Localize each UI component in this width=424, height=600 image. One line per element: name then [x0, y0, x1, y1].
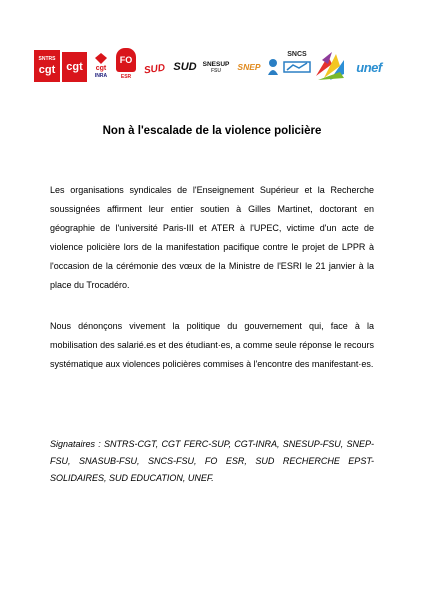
page-title: Non à l'escalade de la violence policière [102, 125, 322, 137]
paragraph-denunciation: Nous dénonçons vivement la politique du gouvernement qui, face à la mobilisation des salarié.es et des étudiant·es, a comme seule réponse le recours systématique aux violences policières commises à l'encontre des manifestant·es. [50, 321, 374, 369]
snesup-logo-text: SNESUP [202, 60, 230, 68]
sud-logo-text: SUD [143, 62, 167, 76]
sncs-logo-text: SNCS [287, 51, 307, 58]
cgt-logo-text: cgt [95, 65, 107, 72]
sncs-emblem-icon [283, 60, 311, 74]
unef-logo-text: unef [356, 59, 382, 75]
cgt-inra-emblem-icon [93, 52, 109, 65]
fsu-emblem-logo [314, 50, 346, 82]
sntrs-logo-text: SNTRS [38, 56, 56, 62]
cgt-logo-text: cgt [38, 64, 56, 76]
fo-logo-text: FO [119, 55, 133, 65]
snep-fsu-logo [234, 57, 264, 77]
esr-logo-text: ESR [120, 74, 132, 80]
fsu-logo-text: FSU [211, 67, 221, 74]
colourful-emblem-icon [314, 50, 346, 82]
sncs-fsu-logo [282, 48, 312, 82]
cgt-logo-text: cgt [66, 61, 83, 73]
cgt-inra-logo [90, 48, 112, 84]
sntrs-cgt-logo [34, 50, 60, 82]
snesup-fsu-logo [200, 54, 232, 80]
fo-badge [116, 48, 136, 72]
inra-logo-text: INRA [94, 73, 108, 79]
snasub-emblem-icon [266, 57, 280, 77]
snasub-fsu-logo [266, 56, 280, 78]
sud-education-logo [172, 52, 198, 82]
paragraph-support: Les organisations syndicales de l'Enseignement Supérieur et la Recherche soussignées affirment leur entier soutien à Gilles Martinet, doctorant en géographie de l'université Paris-III et ATER à l'UPEC, victime d'un acte de violence policière lors de la manifestation pacifique contre le projet de LPPR à l'occasion de la cérémonie des vœux de la Ministre de l'ESRI le 21 janvier à la place du Trocadéro. [50, 185, 374, 290]
cgt-ferc-sup-logo [62, 52, 87, 82]
signatories-list: SNTRS-CGT, CGT FERC-SUP, CGT-INRA, SNESUP-FSU, SNEP-FSU, SNASUB-FSU, SNCS-FSU, FO ESR, SUD RECHERCHE EPST-SOLIDAIRES, SUD EDUCATION, UNEF. [50, 439, 374, 483]
signatories-label: Signataires : [50, 439, 101, 449]
unef-logo [348, 54, 390, 80]
sud-logo-text: SUD [173, 61, 197, 73]
signatories-block [50, 436, 374, 487]
fo-esr-logo [116, 48, 136, 84]
snep-logo-text: SNEP [237, 62, 261, 72]
sud-recherche-logo [140, 58, 170, 80]
union-logo-bar [34, 44, 390, 88]
